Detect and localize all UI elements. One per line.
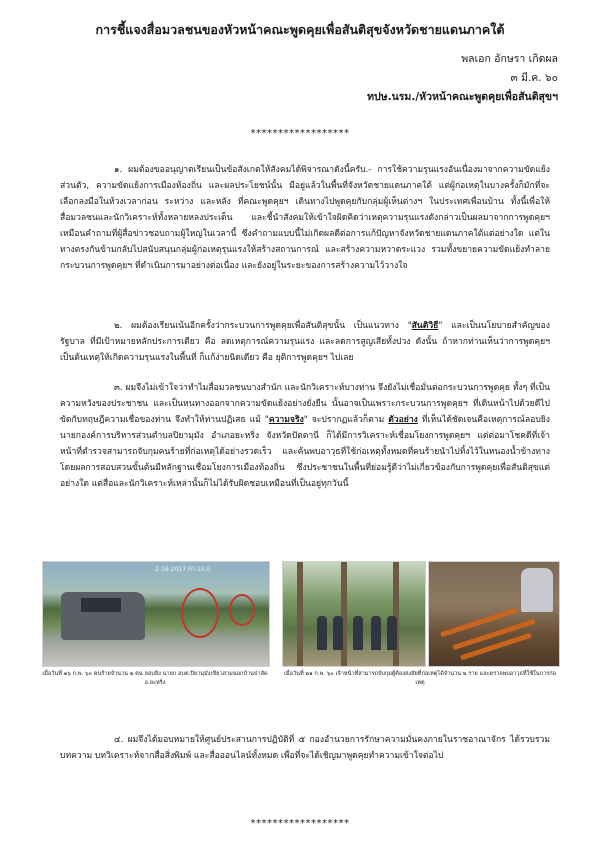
person-figure [333, 616, 343, 650]
person-figure [371, 616, 381, 650]
paragraph-3-text-b: " จะปรากฏแล้วก็ตาม [303, 415, 389, 425]
tree-trunk [297, 562, 303, 666]
paragraph-2-text-b: " และเป็นนโยบายสำคัญของรัฐบาล ที่มีเป้าหมายหลักประการเดียว คือ ลดเหตุการณ์ความรุนแรง และลดการสูญเสียทั้งปวง ดังนั้น ถ้าหากท่านเห็นว่าการพูดคุยฯ เป็นต้นเหตุให้เกิดความรุนแรงในพื้นที่ ก็แก้ง่ายนิดเดียว คือ ยุติการพูดคุยฯ ไปเลย [60, 321, 551, 363]
signature-name: พลเอก อักษรา เกิดผล [461, 53, 558, 65]
person-figure [387, 616, 397, 650]
paragraph-3-emphasis-example: ตัวอย่าง [388, 415, 418, 425]
tree-trunk [393, 562, 399, 666]
paragraph-3-text-c: ที่เห็นได้ชัดเจนคือเหตุการณ์ลอบยิงนายกองค์การบริหารส่วนตำบลปิยามุมัง อำเภอยะหริ่ง จังหวัดปัตตานี ก็ได้มีการวิเคราะห์เชื่อมโยงการพูดคุยฯ แต่ต่อมาโชคดีที่เจ้าหน้าที่ตำรวจสามารถจับกุมคนร้ายที่ก่อเหตุได้อย่างรวดเร็ว และค้นพบอาวุธที่ใช้ก่อเหตุทั้งหมดที่คนร้ายนำไปทิ้งไว้ในหนองน้ำข้างทาง โดยผลการสอบสวนขั้นต้นมีหลักฐานเชื่อมโยงการเมืองท้องถิ่น ซึ่งประชาชนในพื้นที่ย่อมรู้ดีว่าไม่เกี่ยวข้องกับการพูดคุยเพื่อสันติสุขแต่อย่างใด แต่สื่อและนักวิเคราะห์เหล่านั้นก็ไม่ได้รับผิดชอบเหมือนที่เป็นอยู่ทุกวันนี้ [60, 415, 550, 489]
highlight-circle [229, 594, 255, 626]
person-figure [353, 616, 363, 650]
paragraph-3 [60, 380, 550, 492]
paragraph-1-text: ๑. ผมต้องขออนุญาตเรียนเป็นข้อสังเกตให้สังคมได้พิจารณาดังนี้ครับ.- การใช้ความรุนแรงอันเนื่องมาจากความขัดแย้งส่วนตัว, ความขัดแย้งการเมืองท้องถิ่น และผลประโยชน์นั้น มีอยู่แล้วในพื้นที่จังหวัดชายแดนภาคใต้ แต่ผู้ก่อเหตุในบางครั้งก็มักที่จะเลือกลงมือในห้วงเวลาก่อน ระหว่าง และหลัง ที่คณะพูดคุยฯ เดินทางไปพูดคุยกับกลุ่มผู้เห็นต่างฯ ในประเทศเพื่อนบ้าน ทั้งนี้เพื่อให้สื่อมวลชนและนักวิเคราะห์ทั้งหลายหลงประเด็น และชี้นำสังคมให้เข้าใจผิดคิดว่าเหตุความรุนแรงดังกล่าวเป็นผลมาจากการพูดคุยฯ เหมือนคำถามที่ผู้สื่อข่าวชอบถามผู้ใหญ่ในเวลานี้ ซึ่งคำถามแบบนี้ไม่เกิดผลดีต่อการแก้ปัญหาจังหวัดชายแดนภาคใต้แต่อย่างใด แต่ในทางตรงกันข้ามกลับไปสนับสนุนกลุ่มผู้ก่อเหตุรุนแรงให้สร้างสถานการณ์ และสร้างความหวาดระแวง รวมทั้งขยายความขัดแย้งทำลายกระบวนการพูดคุยฯ ที่ดำเนินการมาอย่างต่อเนื่อง และยังอยู่ในระยะของการสร้างความไว้วางใจ [60, 165, 550, 271]
weapon-shape [460, 633, 532, 661]
separator-bottom: ****************** [250, 818, 350, 829]
signature-date: ๓ มี.ค. ๖๐ [510, 72, 558, 84]
photo-crime-scene [42, 561, 270, 667]
document-title: การชี้แจงสื่อมวลชนของหัวหน้าคณะพูดคุยเพื่อสันติสุขจังหวัดชายแดนภาคใต้ [95, 22, 505, 37]
paragraph-4-text: ๔. ผมจึงได้มอบหมายให้ศูนย์ประสานการปฏิบัติที่ ๕ กองอำนวยการรักษาความมั่นคงภายในราชอาณาจักร ได้รวบรวมบทความ บทวิเคราะห์จากสื่อสิ่งพิมพ์ และสื่อออนไลน์ทั้งหมด เพื่อที่จะได้เชิญมาพูดคุยทำความเข้าใจต่อไป [60, 735, 550, 761]
highlight-circle [181, 588, 219, 638]
paragraph-1 [60, 162, 550, 274]
photo-weapons [428, 561, 560, 667]
tree-trunk [341, 562, 347, 666]
paragraph-2-text-a: ๒. ผมต้องเรียนเน้นอีกครั้งว่ากระบวนการพูดคุยเพื่อสันติสุขนั้น เป็นแนวทาง " [114, 321, 412, 331]
paragraph-3-emphasis-truth: ความจริง [268, 415, 304, 425]
photo-caption-2: เมื่อวันที่ ๒๑ ก.พ. ๖๐ เจ้าหน้าที่สามารถจับกุมผู้ต้องสงสัยที่ก่อเหตุได้จำนวน ๒ ราย และตรวจพบอาวุธที่ใช้ในการก่อเหตุ [284, 671, 556, 686]
photo-timestamp: 2-16-2017 Fri 15:0 [155, 566, 211, 573]
separator-top: ****************** [250, 128, 350, 139]
truck-shape [61, 592, 145, 640]
person-figure [317, 616, 327, 650]
photo-arrest [282, 561, 426, 667]
person-figure [521, 568, 553, 612]
signature-position: ทปษ.นรม./หัวหน้าคณะพูดคุยเพื่อสันติสุขฯ [367, 91, 558, 103]
paragraph-2-emphasis: สันติวิธี [411, 321, 439, 331]
paragraph-2 [60, 318, 550, 366]
paragraph-3-text-a: ๓. ผมจึงไม่เข้าใจว่าทำไมสื่อมวลชนบางสำนัก และนักวิเคราะห์บางท่าน จึงยังไม่เชื่อมั่นต่อกระบวนการพูดคุย ทั้งๆ ที่เป็นความหวังของประชาชน และเป็นหนทางออกจากความขัดแย้งอย่างยั่งยืน นั้นอาจเป็นเพราะกระบวนการพูดคุยฯ ที่เดินหน้าไปด้วยดีไปขัดกับทฤษฎีความเชื่อของท่าน จึงทำให้ท่านปฏิเสธ แม้ " [60, 383, 550, 425]
photo-caption-1: เมื่อวันที่ ๑๖ ก.พ. ๖๐ คนร้ายจำนวน ๒ คน ลอบยิง นายก อบต.ปิยามุมังเขียวสามนอกบ้านปาลัด อ.ยะหริ่ง [42, 671, 268, 686]
paragraph-4 [60, 732, 550, 764]
